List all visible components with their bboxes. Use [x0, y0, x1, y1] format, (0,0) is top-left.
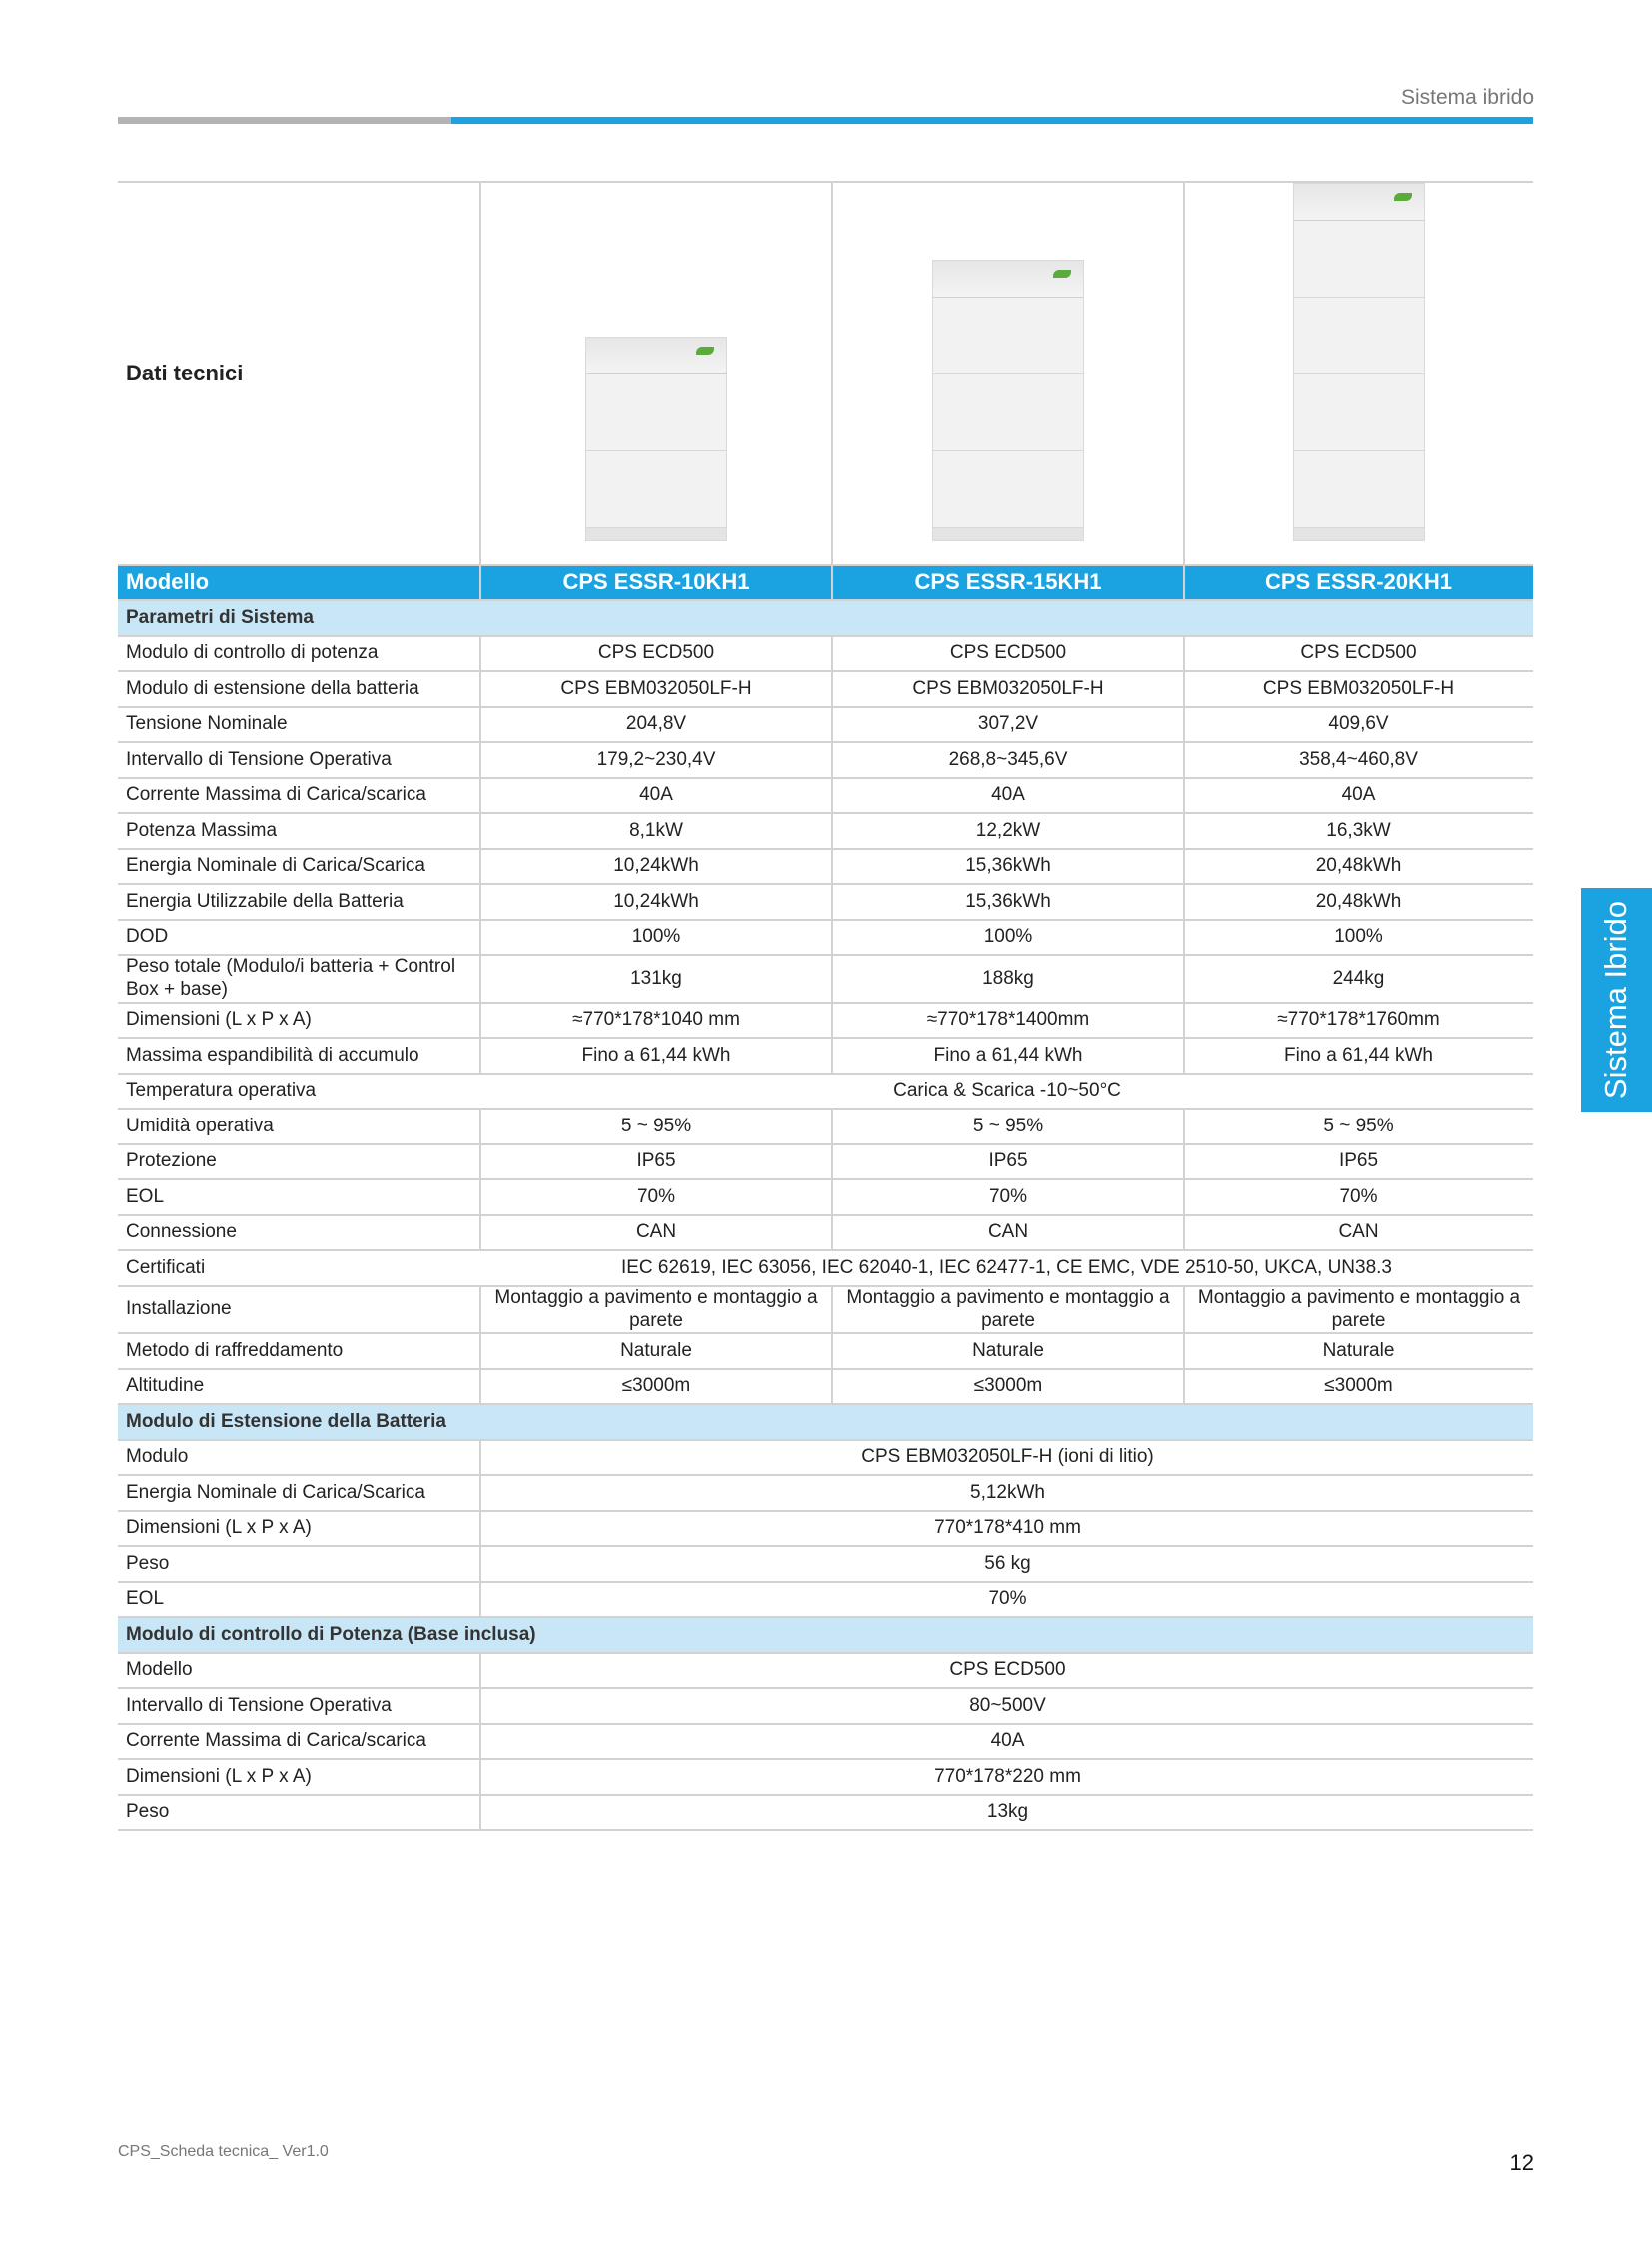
- row-value: ≈770*178*1040 mm: [480, 1003, 832, 1039]
- row-label: Peso: [118, 1795, 480, 1831]
- row-label: DOD: [118, 920, 480, 956]
- row-label: EOL: [118, 1582, 480, 1618]
- row-value: CPS ECD500: [1184, 636, 1533, 672]
- row-value: 10,24kWh: [480, 849, 832, 885]
- section-header-row: [118, 600, 1533, 636]
- header-bar-grey: [118, 117, 451, 124]
- table-row: [118, 1795, 1533, 1831]
- row-value: Montaggio a pavimento e montaggio a parete: [1184, 1286, 1533, 1334]
- table-row: [118, 1109, 1533, 1144]
- row-label: EOL: [118, 1179, 480, 1215]
- row-value: 70%: [480, 1179, 832, 1215]
- table-row: [118, 1440, 1533, 1476]
- side-tab: [1581, 888, 1652, 1112]
- row-value: 131kg: [480, 955, 832, 1003]
- row-value: CAN: [832, 1215, 1184, 1251]
- row-value: CPS ECD500: [480, 1653, 1533, 1689]
- table-row: [118, 1250, 1533, 1286]
- row-value: 40A: [832, 778, 1184, 814]
- table-row: [118, 849, 1533, 885]
- table-row: [118, 707, 1533, 743]
- row-value: Carica & Scarica -10~50°C: [480, 1074, 1533, 1110]
- row-label: Modulo di estensione della batteria: [118, 671, 480, 707]
- row-value: CAN: [480, 1215, 832, 1251]
- battery-module: [1294, 298, 1424, 374]
- row-value: 179,2~230,4V: [480, 742, 832, 778]
- row-value: 70%: [832, 1179, 1184, 1215]
- page-number: 12: [1509, 2150, 1534, 2175]
- battery-module: [1294, 374, 1424, 451]
- battery-module: [933, 298, 1083, 374]
- table-row: [118, 955, 1533, 1003]
- row-value: 5 ~ 95%: [832, 1109, 1184, 1144]
- row-label: Potenza Massima: [118, 813, 480, 849]
- battery-unit-image: [585, 337, 727, 541]
- unit-base: [1294, 528, 1424, 540]
- table-row: [118, 1215, 1533, 1251]
- row-label: Protezione: [118, 1144, 480, 1180]
- row-value: Montaggio a pavimento e montaggio a parete: [832, 1286, 1184, 1334]
- row-value: ≈770*178*1760mm: [1184, 1003, 1533, 1039]
- row-label: Connessione: [118, 1215, 480, 1251]
- table-row: [118, 742, 1533, 778]
- row-value: ≤3000m: [480, 1369, 832, 1405]
- table-row: [118, 1653, 1533, 1689]
- row-value: Naturale: [832, 1333, 1184, 1369]
- row-label: Corrente Massima di Carica/scarica: [118, 1724, 480, 1760]
- row-label: Massima espandibilità di accumulo: [118, 1038, 480, 1074]
- row-value: 40A: [480, 778, 832, 814]
- side-tab-label: Sistema Ibrido: [1598, 900, 1634, 1100]
- footer-doc-name: CPS_Scheda tecnica_ Ver1.0: [118, 2143, 329, 2160]
- table-row: [118, 884, 1533, 920]
- row-value: CPS EBM032050LF-H: [480, 671, 832, 707]
- row-value: 12,2kW: [832, 813, 1184, 849]
- battery-unit-image: [1293, 183, 1425, 541]
- section-title: Parametri di Sistema: [118, 600, 1533, 636]
- row-value: 100%: [480, 920, 832, 956]
- table-row: [118, 1546, 1533, 1582]
- battery-unit-image: [932, 260, 1084, 541]
- row-value: 20,48kWh: [1184, 884, 1533, 920]
- brand-logo-icon: [1053, 270, 1071, 278]
- section-header-row: [118, 1617, 1533, 1653]
- row-label: Corrente Massima di Carica/scarica: [118, 778, 480, 814]
- row-value: 15,36kWh: [832, 849, 1184, 885]
- table-row: [118, 1475, 1533, 1511]
- row-value: Fino a 61,44 kWh: [832, 1038, 1184, 1074]
- row-value: 40A: [480, 1724, 1533, 1760]
- table-row: [118, 1038, 1533, 1074]
- unit-base: [586, 528, 726, 540]
- row-label: Certificati: [118, 1250, 480, 1286]
- product-cell-2: [832, 182, 1184, 565]
- battery-module: [933, 451, 1083, 528]
- page-header-title: Sistema ibrido: [1400, 86, 1534, 109]
- row-value: CAN: [1184, 1215, 1533, 1251]
- battery-module: [1294, 451, 1424, 528]
- row-value: Naturale: [1184, 1333, 1533, 1369]
- row-value: 244kg: [1184, 955, 1533, 1003]
- row-label: Altitudine: [118, 1369, 480, 1405]
- row-value: 40A: [1184, 778, 1533, 814]
- row-value: 5,12kWh: [480, 1475, 1533, 1511]
- row-value: ≤3000m: [1184, 1369, 1533, 1405]
- brand-logo-icon: [1394, 193, 1412, 201]
- table-row: [118, 813, 1533, 849]
- table-row: [118, 1286, 1533, 1334]
- row-value: 188kg: [832, 955, 1184, 1003]
- row-value: 70%: [480, 1582, 1533, 1618]
- section-header-row: [118, 1404, 1533, 1440]
- row-value: 204,8V: [480, 707, 832, 743]
- row-value: 56 kg: [480, 1546, 1533, 1582]
- table-row: [118, 778, 1533, 814]
- spec-table: [118, 181, 1533, 1831]
- row-label: Temperatura operativa: [118, 1074, 480, 1110]
- row-value: CPS EBM032050LF-H: [1184, 671, 1533, 707]
- row-label: Installazione: [118, 1286, 480, 1334]
- unit-base: [933, 528, 1083, 540]
- model-name: CPS ESSR-20KH1: [1184, 565, 1533, 601]
- row-label: Peso: [118, 1546, 480, 1582]
- row-value: 100%: [1184, 920, 1533, 956]
- product-cell-3: [1184, 182, 1533, 565]
- battery-module: [933, 374, 1083, 451]
- battery-module: [1294, 221, 1424, 298]
- row-label: Dimensioni (L x P x A): [118, 1511, 480, 1547]
- row-value: IP65: [832, 1144, 1184, 1180]
- row-value: 10,24kWh: [480, 884, 832, 920]
- row-label: Intervallo di Tensione Operativa: [118, 742, 480, 778]
- table-row: [118, 1333, 1533, 1369]
- row-value: Fino a 61,44 kWh: [480, 1038, 832, 1074]
- image-row: [118, 182, 1533, 565]
- section-title: Modulo di Estensione della Batteria: [118, 1404, 1533, 1440]
- row-value: IEC 62619, IEC 63056, IEC 62040-1, IEC 62477-1, CE EMC, VDE 2510-50, UKCA, UN38.3: [480, 1250, 1533, 1286]
- row-label: Umidità operativa: [118, 1109, 480, 1144]
- row-label: Dimensioni (L x P x A): [118, 1003, 480, 1039]
- row-value: Naturale: [480, 1333, 832, 1369]
- row-label: Metodo di raffreddamento: [118, 1333, 480, 1369]
- table-row: [118, 1179, 1533, 1215]
- row-value: CPS ECD500: [480, 636, 832, 672]
- row-value: 268,8~345,6V: [832, 742, 1184, 778]
- row-label: Energia Nominale di Carica/Scarica: [118, 1475, 480, 1511]
- battery-module: [586, 374, 726, 451]
- row-label: Energia Utilizzabile della Batteria: [118, 884, 480, 920]
- row-label: Tensione Nominale: [118, 707, 480, 743]
- header-bar-blue: [451, 117, 1533, 124]
- model-name: CPS ESSR-10KH1: [480, 565, 832, 601]
- row-value: 5 ~ 95%: [480, 1109, 832, 1144]
- row-value: 770*178*410 mm: [480, 1511, 1533, 1547]
- row-value: IP65: [480, 1144, 832, 1180]
- row-value: CPS EBM032050LF-H: [832, 671, 1184, 707]
- table-row: [118, 636, 1533, 672]
- brand-logo-icon: [696, 347, 714, 355]
- row-value: Montaggio a pavimento e montaggio a parete: [480, 1286, 832, 1334]
- table-row: [118, 1759, 1533, 1795]
- model-header-row: [118, 565, 1533, 601]
- product-cell-1: [480, 182, 832, 565]
- row-value: Fino a 61,44 kWh: [1184, 1038, 1533, 1074]
- row-value: ≤3000m: [832, 1369, 1184, 1405]
- row-label: Intervallo di Tensione Operativa: [118, 1688, 480, 1724]
- row-value: 409,6V: [1184, 707, 1533, 743]
- table-row: [118, 1688, 1533, 1724]
- table-row: [118, 1074, 1533, 1110]
- table-caption: Dati tecnici: [118, 182, 480, 565]
- row-value: 307,2V: [832, 707, 1184, 743]
- table-row: [118, 1369, 1533, 1405]
- row-label: Peso totale (Modulo/i batteria + Control Box + base): [118, 955, 480, 1003]
- row-value: CPS ECD500: [832, 636, 1184, 672]
- row-value: ≈770*178*1400mm: [832, 1003, 1184, 1039]
- model-name: CPS ESSR-15KH1: [832, 565, 1184, 601]
- row-label: Dimensioni (L x P x A): [118, 1759, 480, 1795]
- row-value: 13kg: [480, 1795, 1533, 1831]
- row-value: 80~500V: [480, 1688, 1533, 1724]
- row-value: IP65: [1184, 1144, 1533, 1180]
- row-value: 100%: [832, 920, 1184, 956]
- table-row: [118, 1003, 1533, 1039]
- row-value: 16,3kW: [1184, 813, 1533, 849]
- row-label: Modulo: [118, 1440, 480, 1476]
- table-row: [118, 1724, 1533, 1760]
- table-row: [118, 920, 1533, 956]
- battery-module: [586, 451, 726, 528]
- table-row: [118, 1511, 1533, 1547]
- row-label: Energia Nominale di Carica/Scarica: [118, 849, 480, 885]
- row-value: 5 ~ 95%: [1184, 1109, 1533, 1144]
- row-value: 20,48kWh: [1184, 849, 1533, 885]
- table-row: [118, 1144, 1533, 1180]
- row-value: 70%: [1184, 1179, 1533, 1215]
- row-value: CPS EBM032050LF-H (ioni di litio): [480, 1440, 1533, 1476]
- table-row: [118, 671, 1533, 707]
- row-value: 770*178*220 mm: [480, 1759, 1533, 1795]
- row-value: 358,4~460,8V: [1184, 742, 1533, 778]
- row-value: 8,1kW: [480, 813, 832, 849]
- model-label: Modello: [118, 565, 480, 601]
- row-label: Modulo di controllo di potenza: [118, 636, 480, 672]
- table-row: [118, 1582, 1533, 1618]
- row-label: Modello: [118, 1653, 480, 1689]
- row-value: 15,36kWh: [832, 884, 1184, 920]
- section-title: Modulo di controllo di Potenza (Base inclusa): [118, 1617, 1533, 1653]
